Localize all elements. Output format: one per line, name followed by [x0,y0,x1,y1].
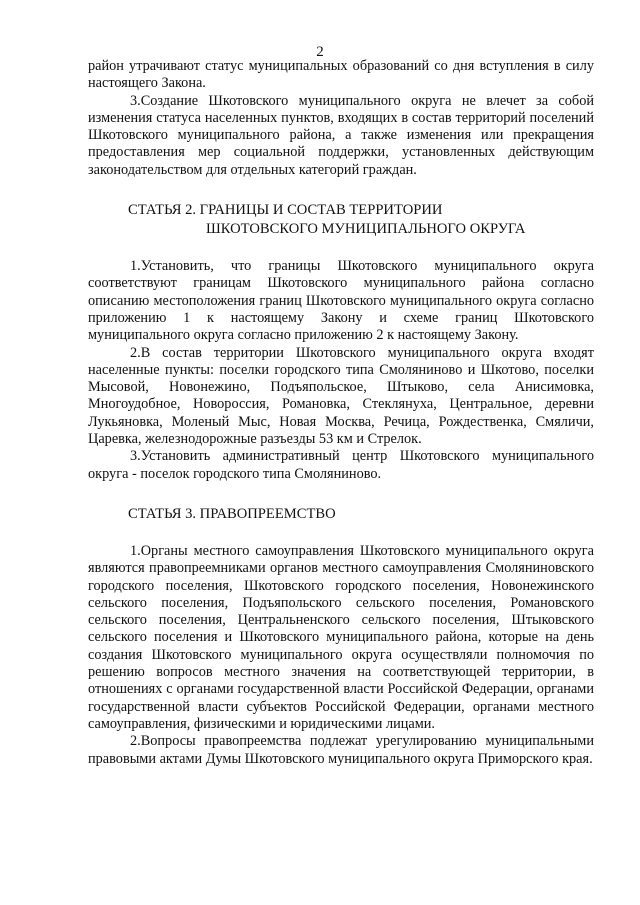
article-2-paragraph-1: 1.Установить, что границы Шкотовского муниципального округа соответствуют границам Шкотовского муниципального района согласно описанию местоположения границ Шкотовского муниципального округа согласно приложению 1 к настоящему Закону и схеме границ Шкотовского муниципального округа согласно приложению 2 к настоящему Закону. [88,258,594,344]
article-3-heading: СТАТЬЯ 3. ПРАВОПРЕЕМСТВО [128,505,336,522]
article-2-heading-line-1: СТАТЬЯ 2. ГРАНИЦЫ И СОСТАВ ТЕРРИТОРИИ [128,202,443,219]
article-2-paragraph-2: 2.В состав территории Шкотовского муниципального округа входят населенные пункты: поселки городского типа Смоляниново и Шкотово, поселки Мысовой, Новонежино, Подъяпольское, Штыково, села Анисимовка, Многоудобное, Новороссия, Романовка, Стеклянуха, Центральное, деревни Лукьяновка, Моленый Мыс, Новая Москва, Речица, Рождественка, Смяличи, Царевка, железнодорожные разъезды 53 км и Стрелок. [88,344,594,448]
document-body [88,58,594,768]
article-3-paragraph-2: 2.Вопросы правопреемства подлежат урегулированию муниципальными правовыми актами Думы Шкотовского муниципального округа Приморского края. [88,733,594,767]
article-3-paragraph-1: 1.Органы местного самоуправления Шкотовского муниципального округа являются правопреемниками органов местного самоуправления Смоляниновского городского поселения, Шкотовского городского поселения, Новонежинского сельского поселения, Подъяпольского сельского поселения, Романовского сельского поселения, Центральненского сельского поселения, Штыковского сельского поселения и Шкотовского муниципального района, которые на день создания Шкотовского муниципального округа осуществляли полномочия по решению вопросов местного значения на соответствующей территории, в отношениях с органами государственной власти Российской Федерации, органами государственной власти субъектов Российской Федерации, органами местного самоуправления, физическими и юридическими лицами. [88,542,594,732]
article-2-heading [88,201,594,239]
intro-continuation: район утрачивают статус муниципальных образований со дня вступления в силу настоящего Закона. [88,58,594,92]
intro-paragraph-3: 3.Создание Шкотовского муниципального округа не влечет за собой изменения статуса населенных пунктов, входящих в состав территорий поселений Шкотовского муниципального района, а также изменения или прекращения предоставления мер социальной поддержки, установленных действующим законодательством для отдельных категорий граждан. [88,92,594,178]
article-2-paragraph-3: 3.Установить административный центр Шкотовского муниципального округа - поселок городского типа Смоляниново. [88,448,594,482]
page-number: 2 [316,44,324,60]
article-2-heading-line-2: ШКОТОВСКОГО МУНИЦИПАЛЬНОГО ОКРУГА [206,221,526,238]
